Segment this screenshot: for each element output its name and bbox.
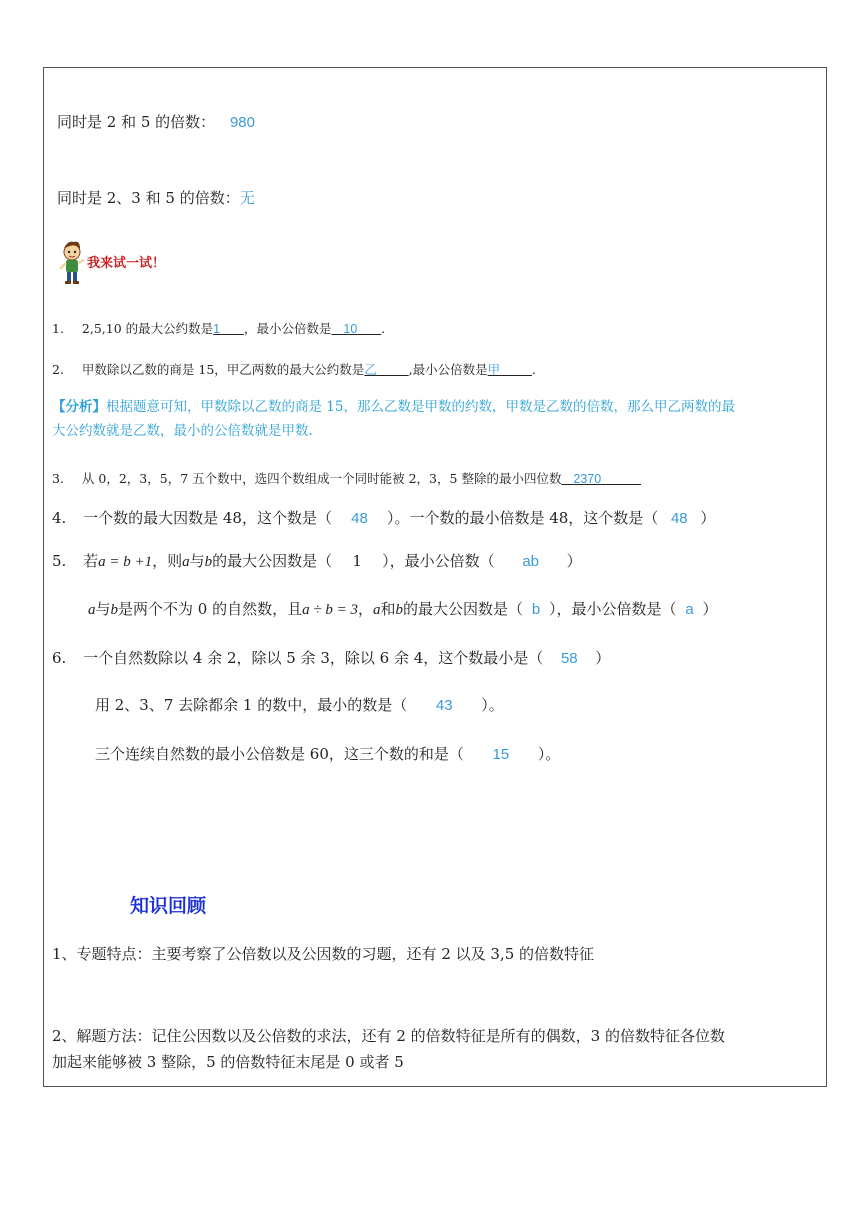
question-6-sub-2-answer: 15 [492, 746, 510, 763]
question-5-text-c: 与 [189, 552, 205, 570]
question-1-answer-gcd: 1 [213, 322, 221, 336]
review-point-2-line-1: 2、解题方法：记住公因数以及公倍数的求法，还有 2 的倍数特征是所有的偶数，3 的倍数特征各位数 [52, 1027, 725, 1045]
question-5-end: ） [566, 552, 582, 570]
cartoon-kid-icon [60, 242, 84, 284]
question-6-sub-2-end: ）。 [537, 745, 561, 763]
question-6-end: ） [595, 649, 611, 667]
question-5-sub-answer-gcd: b [531, 601, 541, 618]
question-5-sub-text-6: ），最小公倍数是（ [549, 600, 677, 618]
multiples-label-2: 同时是 2、3 和 5 的倍数： [57, 189, 240, 207]
question-6 [52, 647, 610, 668]
multiples-line-2 [57, 187, 255, 208]
question-5-sub-text-2: 是两个不为 0 的自然数，且 [118, 600, 303, 618]
question-1-text-a: 2,5,10 的最大公约数是 [81, 321, 214, 336]
analysis-block [52, 395, 735, 443]
question-3 [52, 469, 641, 487]
review-point-2-line-2: 加起来能够被 3 整除，5 的倍数特征末尾是 0 或者 5 [52, 1053, 404, 1071]
question-6-sub-2-text: 三个连续自然数的最小公倍数是 60，这三个数的和是（ [95, 745, 464, 763]
review-point-2 [52, 1023, 725, 1075]
question-5 [52, 550, 582, 571]
question-5-sub-end: ） [702, 600, 718, 618]
question-3-text: 从 0，2，3，5，7 五个数中，选四个数组成一个同时能被 2，3，5 整除的最小四位数 [81, 471, 562, 486]
question-5-number: 5. [52, 552, 67, 570]
question-2-text-a: 甲数除以乙数的商是 15，甲乙两数的最大公约数是 [81, 362, 365, 377]
question-2-text-b: ,最小公倍数是 [408, 362, 488, 377]
question-5-sub [88, 598, 718, 619]
question-4 [52, 507, 715, 528]
question-2-answer-gcd: 乙 [364, 363, 377, 377]
multiples-label-1: 同时是 2 和 5 的倍数： [57, 113, 216, 131]
question-4-end: ） [700, 509, 716, 527]
question-4-text-a: 一个数的最大因数是 48，这个数是（ [83, 509, 332, 527]
question-4-answer-1: 48 [351, 510, 368, 527]
question-1-text-b: ，最小公倍数是 [243, 321, 332, 336]
multiples-line-1 [57, 111, 255, 132]
multiples-answer-2: 无 [239, 190, 255, 207]
analysis-tag: 【分析】 [52, 399, 106, 415]
question-5-sub-text-4: 和 [380, 600, 396, 618]
question-3-number: 3. [52, 471, 64, 486]
question-2 [52, 360, 536, 378]
question-5-equation: a = b +1 [98, 554, 153, 570]
question-5-answer-gcd: 1 [352, 552, 362, 570]
question-5-text-b: ，则 [152, 552, 183, 570]
review-heading: 知识回顾 [130, 895, 207, 917]
content-frame [43, 67, 827, 1087]
question-6-sub-1-end: ）。 [481, 696, 504, 714]
question-5-sub-text-3: ， [357, 600, 373, 618]
question-2-end: . [531, 362, 536, 377]
question-6-text: 一个自然数除以 4 余 2，除以 5 余 3，除以 6 余 4，这个数最小是（ [83, 649, 544, 667]
analysis-line-1: 根据题意可知，甲数除以乙数的商是 15，那么乙数是甲数的约数，甲数是乙数的倍数，那么甲乙两数的最 [106, 399, 735, 415]
question-6-sub-1-answer: 43 [435, 697, 453, 714]
try-it-banner-text: 我来试一试！ [87, 256, 166, 271]
question-5-sub-var-b2: b [395, 602, 403, 618]
try-it-banner [58, 238, 178, 286]
question-5-sub-var-a2: a [372, 602, 381, 618]
question-6-sub-2 [95, 743, 560, 764]
question-4-number: 4. [52, 509, 67, 527]
question-5-text-e: ），最小公倍数（ [382, 552, 495, 570]
question-5-text-d: 的最大公因数是（ [212, 552, 333, 570]
question-1-end: . [381, 321, 386, 336]
question-1 [52, 319, 385, 337]
question-6-sub-1-text: 用 2、3、7 去除都余 1 的数中，最小的数是（ [95, 696, 408, 714]
question-4-answer-2: 48 [670, 510, 688, 527]
review-point-1: 1、专题特点：主要考察了公倍数以及公因数的习题，还有 2 以及 3,5 的倍数特征 [52, 945, 595, 963]
multiples-answer-1: 980 [229, 114, 255, 131]
question-5-sub-var-b: b [110, 602, 119, 618]
question-2-number: 2. [52, 362, 64, 377]
question-5-answer-lcm: ab [522, 553, 540, 570]
question-4-text-b: ）。一个数的最小倍数是 48，这个数是（ [386, 509, 659, 527]
question-6-sub-1 [95, 694, 504, 715]
question-6-answer: 58 [560, 650, 578, 667]
question-5-sub-answer-lcm: a [685, 601, 694, 618]
question-5-sub-equation: a ÷ b = 3 [302, 602, 358, 618]
question-5-var-b: b [204, 554, 213, 570]
question-5-sub-var-a: a [88, 602, 96, 618]
question-1-answer-lcm: 10 [343, 322, 358, 336]
question-5-sub-text-1: 与 [95, 600, 111, 618]
question-2-answer-lcm: 甲 [487, 363, 501, 377]
question-3-answer: 2370 [573, 472, 602, 486]
question-5-text-a: 若 [83, 552, 99, 570]
question-5-var-a: a [182, 554, 190, 570]
question-6-number: 6. [52, 649, 67, 667]
analysis-line-2: 大公约数就是乙数，最小的公倍数就是甲数. [52, 423, 313, 439]
question-1-number: 1. [52, 321, 64, 336]
question-5-sub-text-5: 的最大公因数是（ [403, 600, 524, 618]
